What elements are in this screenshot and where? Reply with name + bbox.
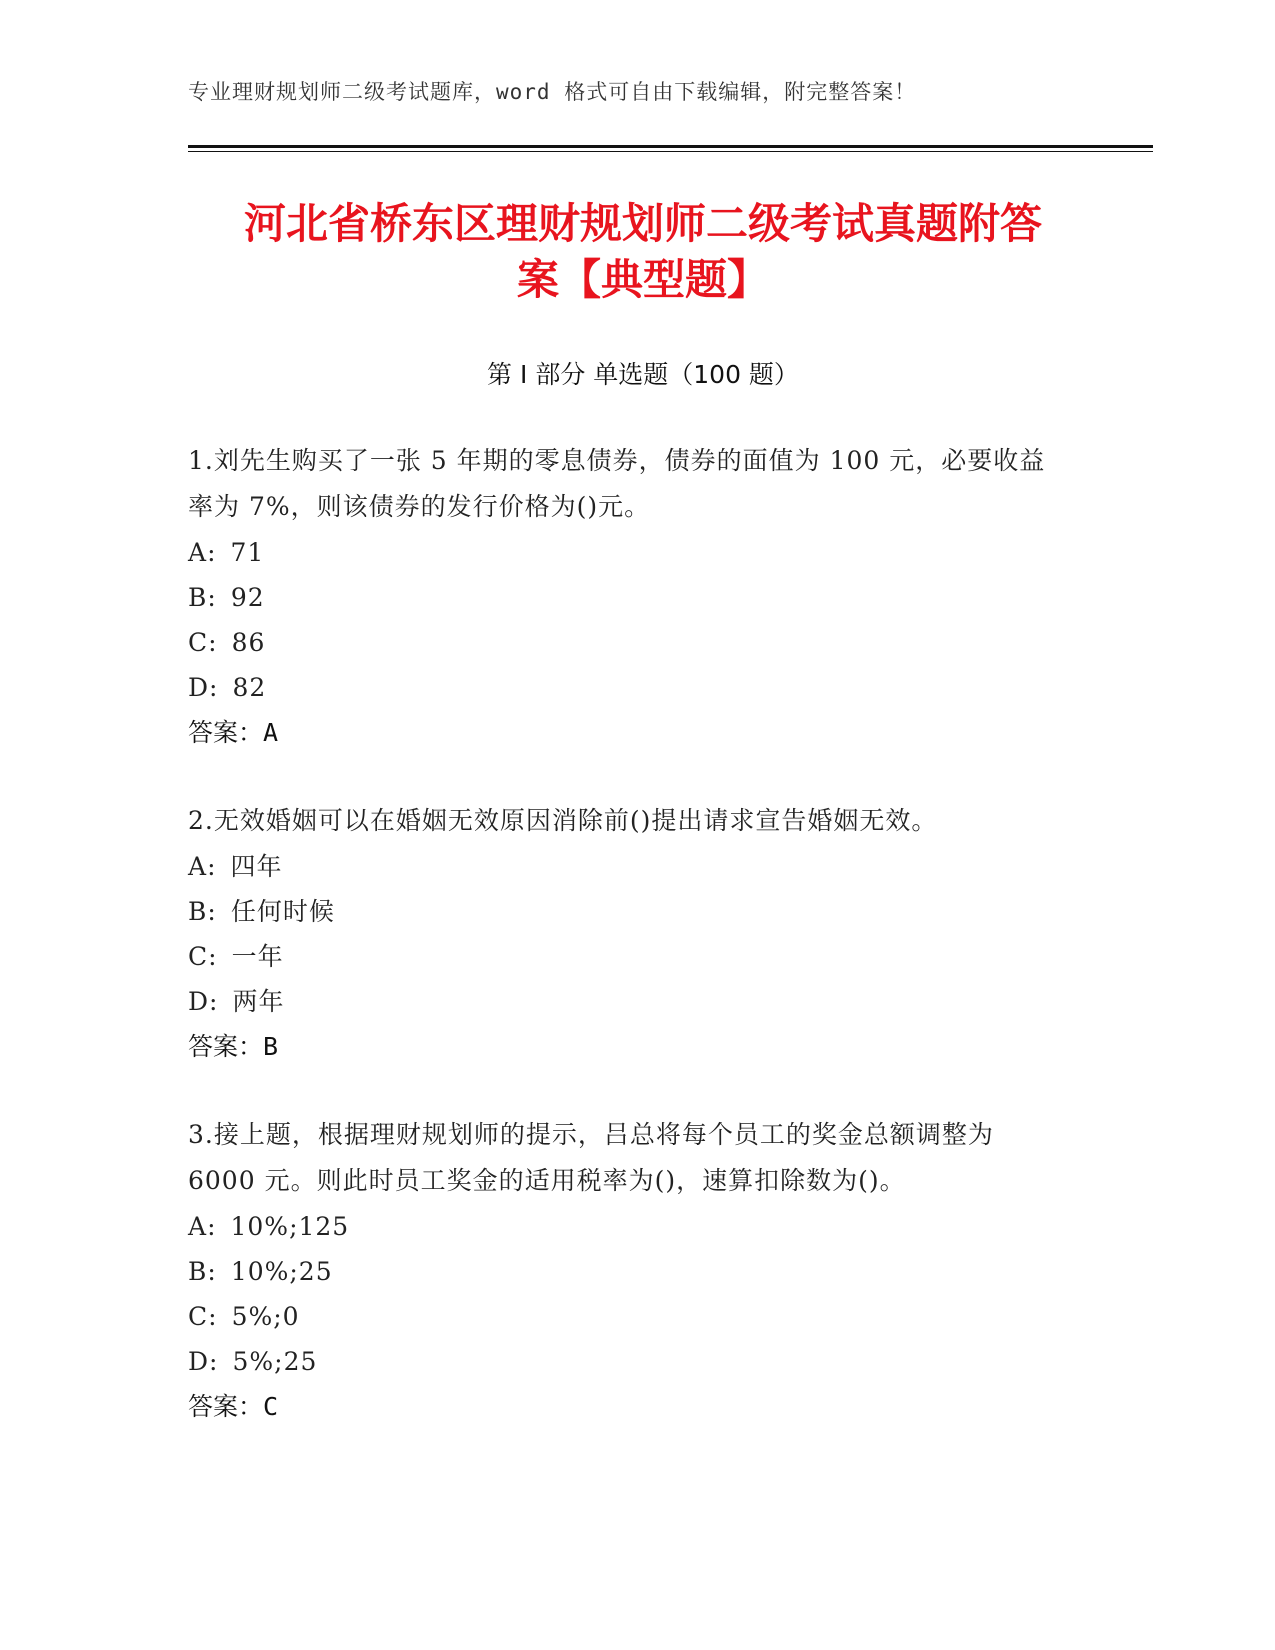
answer-value: C bbox=[263, 1392, 279, 1421]
option-separator: : bbox=[208, 1302, 218, 1331]
option-separator: : bbox=[207, 1257, 217, 1286]
option-d bbox=[188, 979, 1068, 1024]
option-letter: D bbox=[188, 1347, 210, 1376]
option-text: 两年 bbox=[232, 987, 285, 1016]
option-separator: : bbox=[209, 987, 219, 1016]
option-letter: A bbox=[188, 538, 208, 567]
option-text: 86 bbox=[231, 628, 266, 657]
option-d bbox=[188, 1339, 1068, 1384]
option-separator: : bbox=[209, 1347, 219, 1376]
option-c bbox=[188, 620, 1068, 665]
question-1 bbox=[188, 438, 1068, 756]
option-a bbox=[188, 1204, 1068, 1249]
option-letter: A bbox=[188, 1212, 208, 1241]
answer-label: 答案： bbox=[188, 1032, 264, 1061]
option-letter: C bbox=[188, 1302, 209, 1331]
document-title-line-2: 案【典型题】 bbox=[516, 255, 769, 304]
document-title bbox=[188, 196, 1098, 308]
option-d bbox=[188, 665, 1068, 710]
option-letter: C bbox=[188, 942, 209, 971]
option-text: 一年 bbox=[231, 942, 284, 971]
answer-value: A bbox=[263, 718, 279, 747]
answer-label: 答案： bbox=[188, 718, 264, 747]
option-separator: : bbox=[207, 852, 217, 881]
question-2 bbox=[188, 798, 1068, 1070]
option-separator: : bbox=[208, 942, 218, 971]
option-letter: D bbox=[188, 673, 210, 702]
option-text: 5%;0 bbox=[231, 1302, 300, 1331]
option-a bbox=[188, 844, 1068, 889]
question-stem: 3.接上题，根据理财规划师的提示，吕总将每个员工的奖金总额调整为 6000 元。则此时员工奖金的适用税率为()，速算扣除数为()。 bbox=[188, 1120, 994, 1195]
option-separator: : bbox=[207, 583, 217, 612]
option-letter: D bbox=[188, 987, 210, 1016]
answer-label: 答案： bbox=[188, 1392, 264, 1421]
option-c bbox=[188, 1294, 1068, 1339]
option-letter: B bbox=[188, 897, 208, 926]
question-list bbox=[188, 438, 1068, 1472]
option-letter: B bbox=[188, 1257, 208, 1286]
option-letter: B bbox=[188, 583, 208, 612]
option-text: 71 bbox=[230, 538, 265, 567]
option-text: 5%;25 bbox=[232, 1347, 318, 1376]
option-letter: C bbox=[188, 628, 209, 657]
section-heading: 第 I 部分 单选题（100 题） bbox=[487, 360, 799, 389]
answer-line bbox=[188, 1384, 1068, 1430]
option-a bbox=[188, 530, 1068, 575]
option-c bbox=[188, 934, 1068, 979]
option-text: 82 bbox=[232, 673, 267, 702]
option-separator: : bbox=[207, 1212, 217, 1241]
option-separator: : bbox=[207, 897, 217, 926]
answer-line bbox=[188, 710, 1068, 756]
option-separator: : bbox=[209, 673, 219, 702]
document-title-line-1: 河北省桥东区理财规划师二级考试真题附答 bbox=[243, 199, 1042, 248]
option-b bbox=[188, 575, 1068, 620]
question-stem: 2.无效婚姻可以在婚姻无效原因消除前()提出请求宣告婚姻无效。 bbox=[188, 806, 938, 835]
option-separator: : bbox=[207, 538, 217, 567]
question-3 bbox=[188, 1112, 1068, 1430]
option-text: 任何时候 bbox=[230, 897, 335, 926]
header-note: 专业理财规划师二级考试题库，word 格式可自由下载编辑，附完整答案！ bbox=[188, 80, 917, 104]
option-text: 92 bbox=[230, 583, 265, 612]
option-text: 四年 bbox=[230, 852, 283, 881]
option-text: 10%;125 bbox=[230, 1212, 350, 1241]
option-b bbox=[188, 1249, 1068, 1294]
question-stem: 1.刘先生购买了一张 5 年期的零息债券，债券的面值为 100 元，必要收益率为 7%，则该债券的发行价格为()元。 bbox=[188, 446, 1046, 521]
option-text: 10%;25 bbox=[230, 1257, 333, 1286]
header-divider-thick bbox=[188, 145, 1153, 148]
option-separator: : bbox=[208, 628, 218, 657]
answer-value: B bbox=[263, 1032, 279, 1061]
option-b bbox=[188, 889, 1068, 934]
answer-line bbox=[188, 1024, 1068, 1070]
header-divider-thin bbox=[188, 151, 1153, 152]
option-letter: A bbox=[188, 852, 208, 881]
